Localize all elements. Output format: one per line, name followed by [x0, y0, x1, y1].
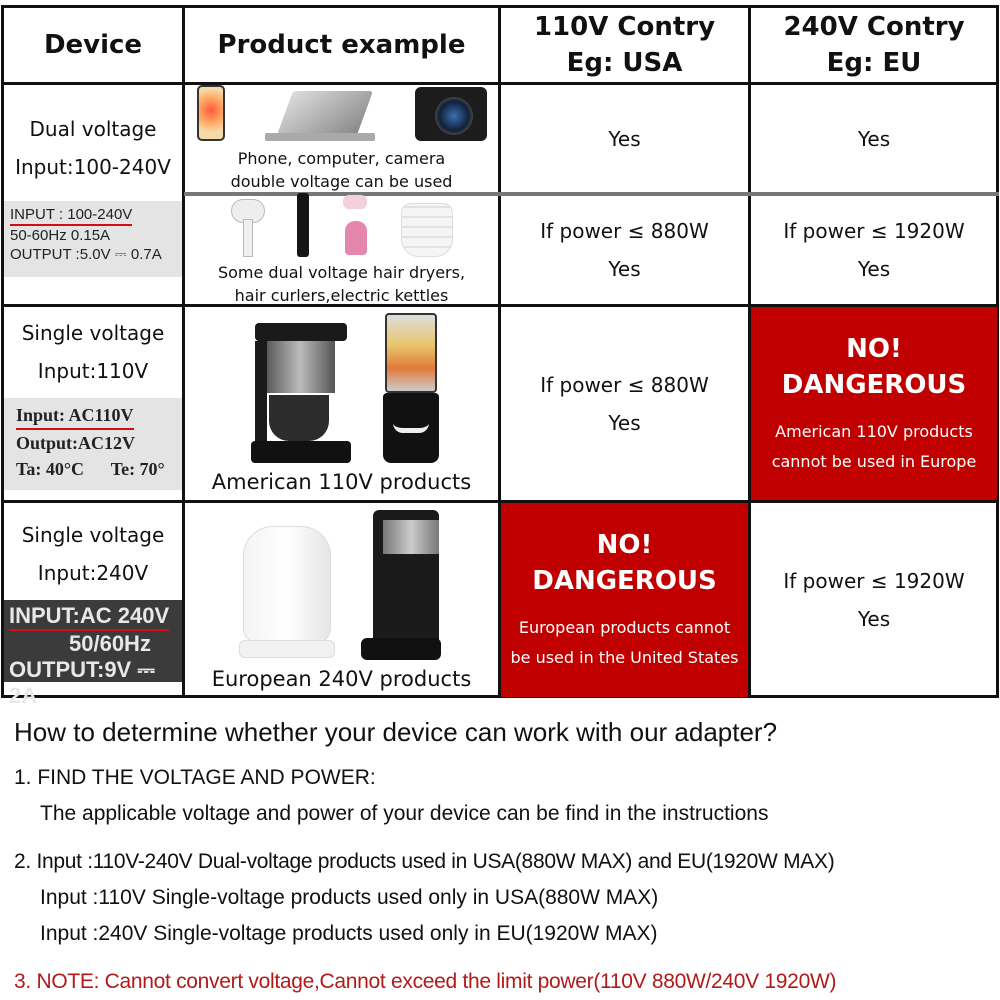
product-caption: Some dual voltage hair dryers, — [217, 263, 466, 282]
product-240v — [185, 503, 498, 697]
instructions — [14, 712, 994, 1000]
product-caption: Phone, computer, camera — [237, 148, 446, 168]
danger-description: be used in the United States — [510, 648, 739, 667]
header-110v — [501, 8, 748, 82]
product-dual-b — [185, 196, 498, 304]
step-3-note: 3. NOTE: Cannot convert voltage,Cannot exceed the limit power(110V 880W/240V 1920W) — [14, 970, 837, 993]
product-caption: European 240V products — [211, 666, 472, 691]
danger-title: NO! — [846, 333, 902, 364]
header-product-label: Product example — [217, 30, 466, 60]
hair-straightener-icon — [297, 193, 309, 257]
label-temperature: Ta: 40°C Te: 70° — [16, 459, 165, 479]
step-2-line-3: Input :240V Single-voltage products used only in EU(1920W MAX) — [40, 922, 658, 945]
device-input: Input:110V — [37, 359, 149, 383]
rating-label-240v — [4, 600, 182, 708]
kettle-icon — [401, 203, 453, 257]
hair-dryer-icon — [231, 199, 267, 257]
header-110v-line1: 110V Contry — [533, 12, 716, 42]
compat-condition: If power ≤ 1920W — [783, 569, 965, 593]
usa-single-240v-danger — [501, 503, 748, 697]
product-dual-a — [185, 85, 498, 192]
label-input: INPUT:AC 240V — [9, 603, 169, 631]
blender-icon — [379, 313, 441, 463]
danger-title: DANGEROUS — [532, 566, 717, 596]
label-input: Input: AC110V — [16, 402, 134, 430]
device-dual-voltage — [4, 98, 182, 198]
danger-title: NO! — [596, 530, 653, 560]
device-type: Single voltage — [21, 321, 165, 345]
device-single-110v — [4, 312, 182, 392]
step-1-title: 1. FIND THE VOLTAGE AND POWER: — [14, 766, 376, 789]
usa-dual-a — [501, 85, 748, 192]
compat-result: Yes — [608, 257, 641, 281]
product-caption: hair curlers,electric kettles — [234, 286, 449, 305]
eu-dual-a — [751, 85, 997, 192]
label-output: OUTPUT :5.0V ⎓ 0.7A — [10, 246, 162, 263]
danger-description: cannot be used in Europe — [771, 451, 977, 471]
device-input: Input:240V — [37, 561, 149, 585]
phone-icon — [197, 85, 225, 141]
camera-icon — [415, 87, 487, 141]
header-240v-line1: 240V Contry — [783, 12, 965, 42]
steamer-icon — [339, 195, 371, 257]
compat-condition: If power ≤ 880W — [540, 219, 709, 243]
device-single-240v — [4, 514, 182, 594]
compat-result: Yes — [608, 126, 641, 151]
usa-single-110v — [501, 307, 748, 500]
product-caption: double voltage can be used — [230, 171, 453, 191]
label-output: Output:AC12V — [16, 433, 136, 453]
electric-kettle-icon — [239, 520, 339, 660]
step-1-body: The applicable voltage and power of your device can be find in the instructions — [40, 802, 769, 825]
step-2-line-1: 2. Input :110V-240V Dual-voltage products used in USA(880W MAX) and EU(1920W MAX) — [14, 850, 835, 873]
compat-result: Yes — [857, 607, 891, 631]
danger-title: DANGEROUS — [781, 369, 967, 400]
header-110v-line2: Eg: USA — [566, 48, 683, 78]
label-output: OUTPUT:9V ⎓ 2A — [9, 657, 155, 708]
instructions-question: How to determine whether your device can work with our adapter? — [14, 717, 778, 747]
header-product — [185, 8, 498, 82]
device-input: Input:100-240V — [15, 155, 171, 179]
compat-condition: If power ≤ 1920W — [783, 219, 965, 243]
eu-single-240v — [751, 503, 997, 697]
single-serve-coffee-maker-icon — [361, 510, 445, 660]
label-input: INPUT : 100-240V — [10, 205, 132, 226]
device-type: Single voltage — [21, 523, 165, 547]
rating-label-110v — [4, 398, 182, 490]
label-frequency: 50-60Hz 0.15A — [10, 227, 111, 244]
usa-dual-b — [501, 196, 748, 304]
laptop-icon — [265, 91, 375, 141]
compat-result: Yes — [608, 410, 641, 435]
product-caption: American 110V products — [211, 470, 472, 494]
eu-dual-b — [751, 196, 997, 304]
header-device — [4, 8, 182, 82]
coffee-maker-icon — [243, 323, 353, 463]
header-240v — [751, 8, 997, 82]
compat-result: Yes — [857, 257, 891, 281]
step-2-line-2: Input :110V Single-voltage products used only in USA(880W MAX) — [40, 886, 659, 909]
eu-single-110v-danger — [751, 307, 997, 500]
rating-label-dual — [4, 201, 182, 277]
header-240v-line2: Eg: EU — [826, 48, 922, 78]
product-110v — [185, 307, 498, 500]
label-frequency: 50/60Hz — [69, 631, 151, 656]
compat-condition: If power ≤ 880W — [540, 372, 709, 397]
danger-description: European products cannot — [518, 618, 731, 637]
header-device-label: Device — [43, 30, 143, 60]
compat-result: Yes — [857, 126, 891, 151]
danger-description: American 110V products — [775, 421, 973, 441]
device-type: Dual voltage — [29, 117, 157, 141]
